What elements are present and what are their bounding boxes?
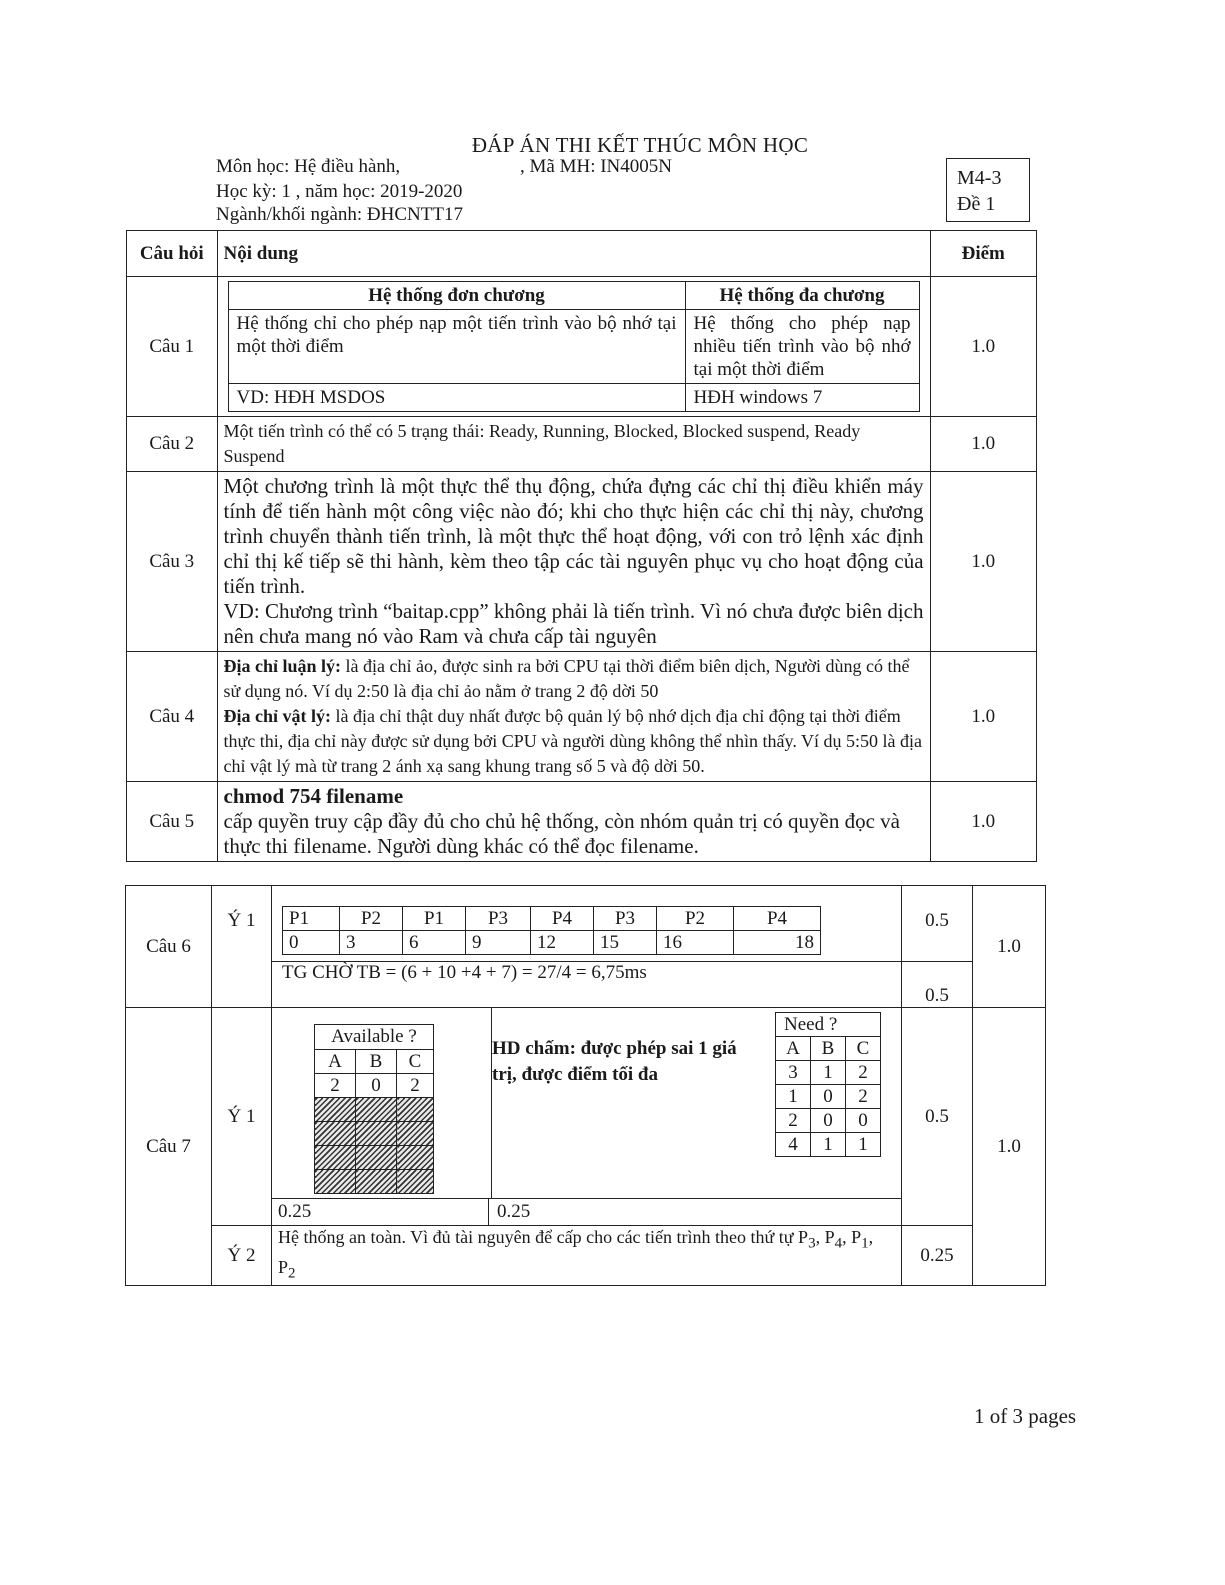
semester-line: Học kỳ: 1 , năm học: 2019-2020 [216, 181, 463, 202]
hatched-cell [397, 1122, 434, 1146]
q4-logical-text: là địa chỉ ảo, được sinh ra bởi CPU tại thời điểm biên dịch, Người dùng có thể sử dụng nó. Ví dụ 2:50 là địa chỉ ảo nằm ở trang 2 độ dời 50 [223, 656, 910, 701]
hatched-cell [315, 1146, 356, 1170]
q1-points: 1.0 [930, 277, 1036, 417]
q3-label: Câu 3 [127, 472, 218, 652]
q6-gantt-cell [272, 886, 902, 962]
q7-matrices-area [272, 1008, 901, 1198]
q3-points: 1.0 [930, 472, 1036, 652]
hatched-cell [397, 1170, 434, 1194]
header-points: Điểm [930, 231, 1036, 277]
q6-label: Câu 6 [126, 886, 212, 1008]
available-value: 0 [356, 1074, 397, 1098]
gantt-process: P1 [283, 907, 340, 931]
available-value: 2 [397, 1074, 434, 1098]
score-right: 0.25 [497, 1201, 531, 1222]
q7-sub2-text: Hệ thống an toàn. Vì đủ tài nguyên để cấp cho các tiến trình theo thứ tự P [278, 1227, 809, 1247]
gantt-time: 15 [594, 931, 657, 955]
header-content: Nội dung [217, 231, 930, 277]
available-value: 2 [315, 1074, 356, 1098]
gantt-time: 12 [531, 931, 594, 955]
gantt-process: P2 [340, 907, 403, 931]
hatched-cell [356, 1098, 397, 1122]
available-header: B [356, 1050, 397, 1074]
gantt-process: P4 [734, 907, 821, 931]
need-cell: 1 [846, 1133, 881, 1157]
q3-example: VD: Chương trình “baitap.cpp” không phải là tiến trình. Vì nó chưa được biên dịch nên chưa mang nó vào Ram và chưa cấp tài nguyên [223, 599, 924, 648]
q1-single-header: Hệ thống đơn chương [228, 282, 685, 310]
grading-note: HD chấm: được phép sai 1 giá trị, được điểm tối đa [492, 1038, 737, 1085]
row-q3 [127, 472, 1037, 652]
q1-multi-header: Hệ thống đa chương [685, 282, 919, 310]
q2-label: Câu 2 [127, 417, 218, 472]
q1-compare-table [228, 281, 920, 412]
q4-logical-label: Địa chỉ luận lý: [223, 656, 342, 676]
hatched-cell [397, 1146, 434, 1170]
need-header: A [776, 1037, 811, 1061]
need-cell: 2 [846, 1085, 881, 1109]
need-cell: 1 [811, 1061, 846, 1085]
q1-label: Câu 1 [127, 277, 218, 417]
gantt-time: 16 [657, 931, 734, 955]
q7-sub2: Ý 2 [212, 1226, 272, 1286]
course-code: , Mã MH: IN4005N [520, 156, 672, 177]
gantt-process: P3 [466, 907, 531, 931]
q1-multi-desc: Hệ thống cho phép nạp nhiều tiến trình vào bộ nhớ tại một thời điểm [685, 310, 919, 384]
hatched-cell [315, 1122, 356, 1146]
answer-table-2 [125, 885, 1046, 1286]
q6-part-points-2: 0.5 [902, 962, 973, 1008]
row-q6-a [126, 886, 1046, 962]
answer-table-1 [126, 230, 1037, 862]
header-question: Câu hỏi [127, 231, 218, 277]
score-left: 0.25 [272, 1199, 489, 1225]
q5-text: cấp quyền truy cập đầy đủ cho chủ hệ thống, còn nhóm quản trị có quyền đọc và thực thi filename. Người dùng khác có thể đọc filename. [223, 809, 900, 858]
need-title: Need ? [776, 1013, 881, 1037]
exam-version: Đề 1 [957, 193, 996, 215]
q6-avg-wait: TG CHỜ TB = (6 + 10 +4 + 7) = 27/4 = 6,75ms [272, 962, 902, 1008]
q4-logical [224, 654, 924, 704]
hatched-cell [356, 1170, 397, 1194]
order-proc: P [278, 1256, 289, 1277]
available-header: A [315, 1050, 356, 1074]
q7-sub2-text-cell: Hệ thống an toàn. Vì đủ tài nguyên để cấp cho các tiến trình theo thứ tự $P_3$, $P_4$, $P_1$, $P_2$ [272, 1226, 902, 1286]
q7-points: 1.0 [973, 1008, 1046, 1286]
row-q5 [127, 782, 1037, 862]
q2-text: Một tiến trình có thể có 5 trạng thái: Ready, Running, Blocked, Blocked suspend, Ready Suspend [217, 417, 930, 472]
q1-multi-example: HĐH windows 7 [685, 384, 919, 412]
row-q1 [127, 277, 1037, 417]
q7-score-row [272, 1199, 901, 1225]
order-sub: 2 [288, 1265, 296, 1282]
hatched-cell [397, 1098, 434, 1122]
q6-gantt-chart [282, 906, 821, 955]
row-q4 [127, 652, 1037, 782]
gantt-process: P1 [403, 907, 466, 931]
q7-sub1-points: 0.5 [902, 1008, 973, 1226]
q7-sub1: Ý 1 [212, 1008, 272, 1226]
row-q7-b [126, 1226, 1046, 1286]
gantt-time: 6 [403, 931, 466, 955]
order-sub: 3 [808, 1235, 816, 1252]
need-cell: 1 [811, 1133, 846, 1157]
hatched-cell [356, 1122, 397, 1146]
q6-part-points-1: 0.5 [902, 886, 973, 962]
gantt-time: 0 [283, 931, 340, 955]
gantt-process: P4 [531, 907, 594, 931]
q4-physical-label: Địa chỉ vật lý: [223, 706, 332, 726]
available-header: C [397, 1050, 434, 1074]
gantt-process: P3 [594, 907, 657, 931]
available-title: Available ? [315, 1025, 434, 1050]
exam-code: M4-3 [957, 167, 1002, 189]
order-sub: 4 [834, 1235, 843, 1252]
document-title: ĐÁP ÁN THI KẾT THÚC MÔN HỌC [471, 133, 809, 157]
exam-code-box [946, 158, 1030, 222]
hatched-cell [315, 1170, 356, 1194]
q5-label: Câu 5 [127, 782, 218, 862]
subject-line: Môn học: Hệ điều hành, [216, 156, 401, 177]
need-cell: 2 [846, 1061, 881, 1085]
need-cell: 1 [776, 1085, 811, 1109]
q5-points: 1.0 [930, 782, 1036, 862]
available-table [314, 1024, 434, 1194]
q6-points: 1.0 [973, 886, 1046, 1008]
need-cell: 0 [811, 1109, 846, 1133]
page-footer: 1 of 3 pages [974, 1404, 1077, 1428]
need-cell: 3 [776, 1061, 811, 1085]
q1-single-desc: Hệ thống chỉ cho phép nạp một tiến trình vào bộ nhớ tại một thời điểm [228, 310, 685, 384]
q7-sub2-points: 0.25 [902, 1226, 973, 1286]
need-cell: 0 [811, 1085, 846, 1109]
q6-sub: Ý 1 [212, 886, 272, 1008]
q7-label: Câu 7 [126, 1008, 212, 1286]
q5-command: chmod 754 filename [223, 784, 404, 808]
row-q2 [127, 417, 1037, 472]
gantt-process: P2 [657, 907, 734, 931]
gantt-time: 9 [466, 931, 531, 955]
need-header: B [811, 1037, 846, 1061]
q2-points: 1.0 [930, 417, 1036, 472]
q4-physical-text: là địa chỉ thật duy nhất được bộ quản lý bộ nhớ dịch địa chỉ động tại thời điểm thực thi, địa chỉ này được sử dụng bởi CPU và người dùng không thể nhìn thấy. Ví dụ 5:50 là địa chỉ vật lý mà từ trang 2 ánh xạ sang khung trang số 5 và độ dời 50. [223, 706, 923, 776]
major-line: Ngành/khối ngành: ĐHCNTT17 [216, 204, 463, 225]
gantt-time: 18 [734, 931, 821, 955]
order-sub: 1 [861, 1235, 869, 1252]
gantt-time: 3 [340, 931, 403, 955]
need-cell: 0 [846, 1109, 881, 1133]
q3-text: Một chương trình là một thực thể thụ động, chứa đựng các chỉ thị điều khiển máy tính để tiến hành một công việc nào đó; khi cho thực hiện các chỉ thị này, chương trình chuyển thành tiến trình, là một thực thể hoạt động, với con trỏ lệnh xác định chỉ thị kế tiếp sẽ thi hành, kèm theo tập các tài nguyên phục vụ cho hoạt động của tiến trình. [223, 474, 924, 598]
order-proc: P [851, 1227, 862, 1247]
need-cell: 2 [776, 1109, 811, 1133]
row-q7-a [126, 1008, 1046, 1199]
q4-label: Câu 4 [127, 652, 218, 782]
need-header: C [846, 1037, 881, 1061]
need-table [775, 1012, 881, 1157]
q1-single-example: VD: HĐH MSDOS [228, 384, 685, 412]
hatched-cell [356, 1146, 397, 1170]
order-proc: P [824, 1227, 835, 1247]
hatched-cell [315, 1098, 356, 1122]
need-cell: 4 [776, 1133, 811, 1157]
q4-points: 1.0 [930, 652, 1036, 782]
q4-physical [224, 704, 924, 779]
